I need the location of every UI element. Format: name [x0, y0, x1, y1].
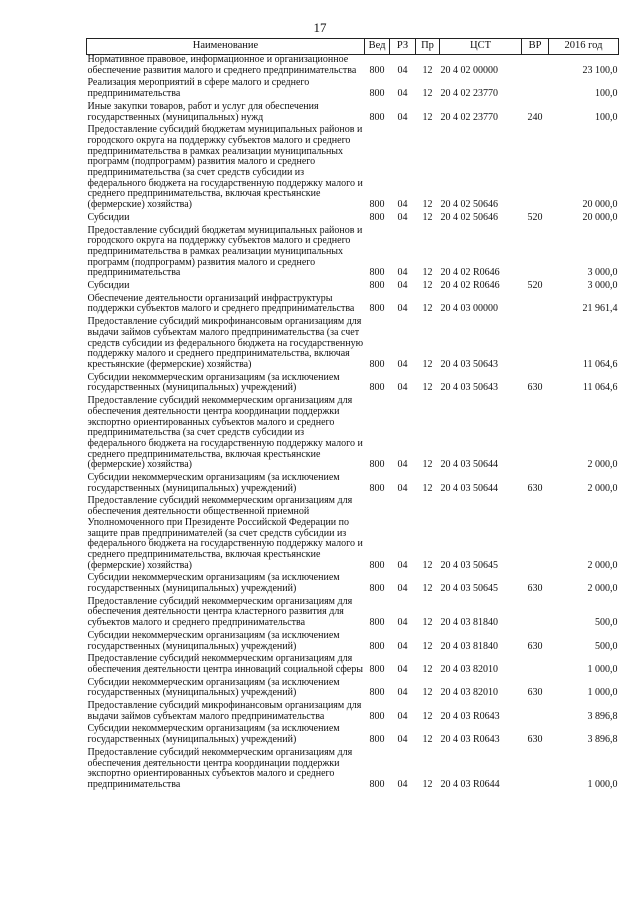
- row-vr: [522, 226, 549, 282]
- table-row: [87, 213, 619, 226]
- row-name: Субсидии некоммерческим организациям (за исключением государственных (муниципальных) учреждений): [87, 572, 340, 595]
- row-rz: 04: [397, 211, 408, 223]
- row-pr: 12: [422, 687, 433, 699]
- row-cst: 20 4 02 R0646: [440, 280, 500, 292]
- row-name: Субсидии некоммерческим организациям (за исключением государственных (муниципальных) учреждений): [87, 629, 340, 652]
- row-amount: 11 064,6: [582, 382, 618, 394]
- row-vr: [522, 78, 549, 101]
- row-rz: 04: [397, 88, 408, 100]
- row-ved: 800: [369, 687, 385, 699]
- table-row: [87, 748, 619, 793]
- table-row: [87, 78, 619, 101]
- table-row: [87, 373, 619, 396]
- row-ved: 800: [369, 267, 385, 279]
- row-ved: 800: [369, 617, 385, 629]
- row-pr: 12: [422, 734, 433, 746]
- table-row: [87, 294, 619, 317]
- row-cst: 20 4 03 R0643: [440, 710, 500, 722]
- row-pr: 12: [422, 663, 433, 675]
- row-cst: 20 4 03 81840: [440, 617, 498, 629]
- row-name: Предоставление субсидий некоммерческим организациям для обеспечения деятельности центра кластерного развития для субъектов малого и среднего предпринимательства: [87, 595, 353, 629]
- row-rz: 04: [397, 64, 408, 76]
- table-row: [87, 281, 619, 294]
- row-name: Иные закупки товаров, работ и услуг для обеспечения государственных (муниципальных) нужд: [87, 100, 319, 123]
- row-amount: 500,0: [595, 640, 618, 652]
- row-amount: 11 064,6: [582, 358, 618, 370]
- row-cst: 20 4 02 00000: [440, 64, 498, 76]
- row-ved: 800: [369, 280, 385, 292]
- row-name: Нормативное правовое, информационное и организационное обеспечение развития малого и среднего предпринимательства: [87, 54, 357, 76]
- row-rz: 04: [397, 280, 408, 292]
- row-ved: 800: [369, 663, 385, 675]
- row-rz: 04: [397, 199, 408, 211]
- row-amount: 1 000,0: [587, 663, 618, 675]
- row-cst: 20 4 02 23770: [440, 88, 498, 100]
- row-vr: [522, 294, 549, 317]
- row-cst: 20 4 03 50643: [440, 382, 498, 394]
- table-row: [87, 496, 619, 573]
- row-vr: 630: [527, 583, 543, 595]
- row-name: Субсидии: [87, 280, 130, 292]
- row-amount: 500,0: [595, 617, 618, 629]
- row-amount: 2 000,0: [587, 559, 618, 571]
- row-pr: 12: [422, 267, 433, 279]
- row-rz: 04: [397, 583, 408, 595]
- col-header-pr: Пр: [416, 39, 440, 55]
- table-row: [87, 226, 619, 282]
- row-rz: 04: [397, 382, 408, 394]
- row-vr: 630: [527, 382, 543, 394]
- table-header: [87, 39, 619, 55]
- row-cst: 20 4 03 82010: [440, 687, 498, 699]
- row-pr: 12: [422, 482, 433, 494]
- row-amount: 2 000,0: [587, 459, 618, 471]
- row-vr: 630: [527, 640, 543, 652]
- table-row: [87, 125, 619, 213]
- row-vr: [522, 597, 549, 631]
- row-vr: 240: [527, 111, 543, 123]
- col-header-name: Наименование: [87, 39, 365, 55]
- row-name: Предоставление субсидий некоммерческим организациям для обеспечения деятельности центра координации поддержки экспортно ориентированных субъектов малого и среднего предпринимательства (за счет средств субсидии из федерального бюджета на государственную поддержку малого и среднего предпринимательства, включая крестьянские (фермерские) хозяйства): [87, 395, 363, 471]
- row-amount: 3 000,0: [587, 267, 618, 279]
- row-pr: 12: [422, 199, 433, 211]
- row-amount: 3 896,8: [587, 734, 618, 746]
- row-cst: 20 4 02 23770: [440, 111, 498, 123]
- row-amount: 3 896,8: [587, 710, 618, 722]
- row-cst: 20 4 03 R0643: [440, 734, 500, 746]
- row-vr: [522, 748, 549, 793]
- row-pr: 12: [422, 358, 433, 370]
- row-vr: 630: [527, 482, 543, 494]
- row-ved: 800: [369, 640, 385, 652]
- row-rz: 04: [397, 687, 408, 699]
- row-name: Предоставление субсидий некоммерческим организациям для обеспечения деятельности центра координации поддержки экспортно ориентированных субъектов малого и среднего предпринимательства: [87, 746, 353, 790]
- row-amount: 21 961,4: [582, 303, 618, 315]
- row-rz: 04: [397, 779, 408, 790]
- page-number: 17: [313, 20, 327, 35]
- row-pr: 12: [422, 559, 433, 571]
- row-name: Субсидии некоммерческим организациям (за исключением государственных (муниципальных) учреждений): [87, 723, 340, 746]
- row-name: Субсидии некоммерческим организациям (за исключением государственных (муниципальных) учреждений): [87, 371, 340, 394]
- budget-table: [86, 38, 619, 793]
- row-ved: 800: [369, 199, 385, 211]
- row-name: Предоставление субсидий бюджетам муниципальных районов и городского округа на поддержку субъектов малого и среднего предпринимательства в рамках реализации муниципальных программ (подпрограмм) развития малого и среднего предпринимательства (за счет средств субсидии из федерального бюджета на государственную поддержку малого и среднего предпринимательства, включая крестьянские (фермерские) хозяйства): [87, 124, 363, 211]
- row-ved: 800: [369, 211, 385, 223]
- row-amount: 100,0: [595, 111, 618, 123]
- row-vr: 630: [527, 687, 543, 699]
- row-cst: 20 4 03 50644: [440, 482, 498, 494]
- row-ved: 800: [369, 111, 385, 123]
- row-name: Предоставление субсидий некоммерческим организациям для обеспечения деятельности центра инноваций социальной сферы: [87, 653, 363, 675]
- row-vr: [522, 55, 549, 79]
- row-cst: 20 4 03 50643: [440, 358, 498, 370]
- row-amount: 2 000,0: [587, 482, 618, 494]
- row-amount: 23 100,0: [582, 64, 618, 76]
- row-cst: 20 4 03 82010: [440, 663, 498, 675]
- row-pr: 12: [422, 617, 433, 629]
- row-ved: 800: [369, 303, 385, 315]
- row-cst: 20 4 03 R0644: [440, 779, 500, 790]
- row-amount: 2 000,0: [587, 583, 618, 595]
- row-pr: 12: [422, 382, 433, 394]
- row-vr: [522, 125, 549, 213]
- row-cst: 20 4 03 50645: [440, 583, 498, 595]
- row-ved: 800: [369, 88, 385, 100]
- table-row: [87, 573, 619, 596]
- row-ved: 800: [369, 64, 385, 76]
- row-rz: 04: [397, 111, 408, 123]
- table-row: [87, 597, 619, 631]
- row-vr: [522, 701, 549, 724]
- table-row: [87, 55, 619, 79]
- row-pr: 12: [422, 640, 433, 652]
- row-rz: 04: [397, 459, 408, 471]
- table-row: [87, 654, 619, 677]
- col-header-vr: ВР: [522, 39, 549, 55]
- row-ved: 800: [369, 710, 385, 722]
- row-pr: 12: [422, 211, 433, 223]
- row-pr: 12: [422, 459, 433, 471]
- table-row: [87, 396, 619, 473]
- row-pr: 12: [422, 710, 433, 722]
- row-rz: 04: [397, 663, 408, 675]
- row-cst: 20 4 02 50646: [440, 211, 498, 223]
- table-row: [87, 724, 619, 747]
- row-name: Субсидии некоммерческим организациям (за исключением государственных (муниципальных) учреждений): [87, 676, 340, 699]
- table-row: [87, 678, 619, 701]
- row-vr: [522, 396, 549, 473]
- row-cst: 20 4 03 00000: [440, 303, 498, 315]
- row-name: Предоставление субсидий некоммерческим организациям для обеспечения деятельности общественной приемной Уполномоченного при Президенте Российской Федерации по защите прав предпринимателей (за счет средств субсидии из федерального бюджета на государственную поддержку малого и среднего предпринимательства, включая крестьянские (фермерские) хозяйства): [87, 495, 363, 571]
- row-name: Предоставление субсидий бюджетам муниципальных районов и городского округа на поддержку субъектов малого и среднего предпринимательства в рамках реализации муниципальных программ (подпрограмм) развития малого и среднего предпринимательства: [87, 224, 363, 279]
- table-row: [87, 102, 619, 125]
- row-amount: 3 000,0: [587, 280, 618, 292]
- col-header-rz: РЗ: [390, 39, 416, 55]
- col-header-cst: ЦСТ: [440, 39, 522, 55]
- row-amount: 1 000,0: [587, 687, 618, 699]
- row-name: Субсидии: [87, 211, 130, 223]
- row-rz: 04: [397, 617, 408, 629]
- row-name: Предоставление субсидий микрофинансовым организациям для выдачи займов субъектам малого предпринимательства (за счет средств субсидии из федерального бюджета на государственную поддержку малого и среднего предпринимательства, включая крестьянские (фермерские) хозяйства): [87, 316, 364, 370]
- row-rz: 04: [397, 303, 408, 315]
- row-amount: 20 000,0: [582, 199, 618, 211]
- table-row: [87, 701, 619, 724]
- row-pr: 12: [422, 64, 433, 76]
- row-amount: 20 000,0: [582, 211, 618, 223]
- row-cst: 20 4 03 50645: [440, 559, 498, 571]
- row-name: Субсидии некоммерческим организациям (за исключением государственных (муниципальных) учреждений): [87, 472, 340, 494]
- row-vr: 520: [527, 280, 543, 292]
- row-rz: 04: [397, 267, 408, 279]
- row-rz: 04: [397, 358, 408, 370]
- row-vr: 630: [527, 734, 543, 746]
- row-cst: 20 4 02 R0646: [440, 267, 500, 279]
- row-ved: 800: [369, 459, 385, 471]
- row-vr: [522, 496, 549, 573]
- row-rz: 04: [397, 482, 408, 494]
- col-header-ved: Вед: [365, 39, 390, 55]
- table-row: [87, 473, 619, 496]
- row-amount: 100,0: [595, 88, 618, 100]
- row-vr: [522, 654, 549, 677]
- row-rz: 04: [397, 559, 408, 571]
- row-ved: 800: [369, 734, 385, 746]
- col-header-year: 2016 год: [549, 39, 619, 55]
- row-ved: 800: [369, 779, 385, 790]
- row-name: Предоставление субсидий микрофинансовым организациям для выдачи займов субъектам малого предпринимательства: [87, 700, 362, 722]
- row-pr: 12: [422, 303, 433, 315]
- row-cst: 20 4 03 50644: [440, 459, 498, 471]
- row-cst: 20 4 03 81840: [440, 640, 498, 652]
- row-name: Обеспечение деятельности организаций инфраструктуры поддержки субъектов малого и среднего предпринимательства: [87, 292, 355, 315]
- row-rz: 04: [397, 710, 408, 722]
- row-pr: 12: [422, 111, 433, 123]
- row-pr: 12: [422, 88, 433, 100]
- table-row: [87, 631, 619, 654]
- row-pr: 12: [422, 280, 433, 292]
- row-cst: 20 4 02 50646: [440, 199, 498, 211]
- row-ved: 800: [369, 583, 385, 595]
- row-vr: 520: [527, 211, 543, 223]
- row-amount: 1 000,0: [587, 779, 618, 790]
- table-row: [87, 317, 619, 373]
- row-ved: 800: [369, 559, 385, 571]
- row-ved: 800: [369, 482, 385, 494]
- row-pr: 12: [422, 779, 433, 790]
- row-vr: [522, 317, 549, 373]
- row-ved: 800: [369, 358, 385, 370]
- row-pr: 12: [422, 583, 433, 595]
- row-ved: 800: [369, 382, 385, 394]
- row-rz: 04: [397, 734, 408, 746]
- row-name: Реализация мероприятий в сфере малого и среднего предпринимательства: [87, 77, 310, 100]
- row-rz: 04: [397, 640, 408, 652]
